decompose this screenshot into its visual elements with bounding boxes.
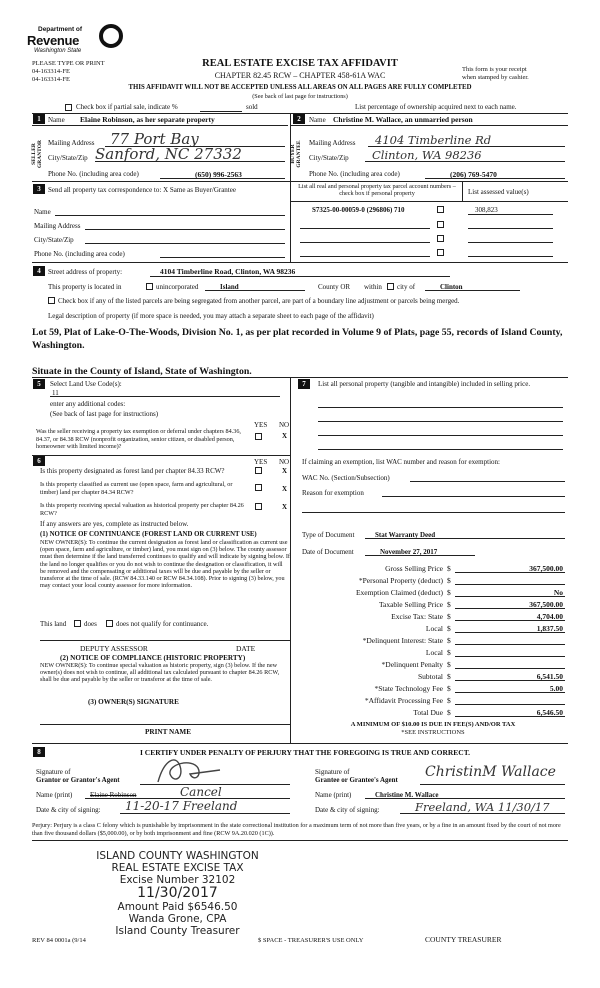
sig-left-label-1: Signature of [36,768,71,776]
treasurer-space: $ SPACE - TREASURER'S USE ONLY [258,937,364,944]
finance-value: 5.00 [549,684,563,693]
please-type: PLEASE TYPE OR PRINT [32,60,105,67]
within-city-checkbox[interactable] [387,283,394,290]
finance-label: *Affidavit Processing Fee [364,696,443,705]
within-label: within [364,283,382,291]
rev-number: REV 84 0001a (9/14 [32,937,86,944]
section-6-number: 6 [33,456,45,466]
does-checkbox[interactable] [74,620,81,627]
section-7-number: 7 [298,379,310,389]
perjury-note: Perjury: Perjury is a class C felony which is punishable by imprisonment in the state correctional institution for a maximum term of not more than five years, or by a fine in an amount fixed by the court of not more than five thousand dollars ($5,000.00), or by both imprisonment and fine (RCW 9A.20.020 (1C)). [32,822,561,837]
forest-yes-checkbox[interactable] [255,467,262,474]
stamp-line-2: REAL ESTATE EXCISE TAX [111,862,244,874]
corr-phone-label: Phone No. (including area code) [34,250,125,258]
partial-sale-label: Check box if partial sale, indicate % [76,103,178,111]
certify-line: I CERTIFY UNDER PENALTY OF PERJURY THAT THE FOREGOING IS TRUE AND CORRECT. [140,748,471,757]
doc-date-label: Date of Document [302,548,354,556]
current-use-question: Is this property classified as current use (open space, farm and agricultural, or timber) land per chapter 84.34 RCW? [40,481,233,496]
dor-logo [20,22,140,62]
segregated-label: Check box if any of the listed parcels are being segregated from another parcel, are part of a boundary line adjustment or parcels being merged. [58,297,460,305]
reason-label: Reason for exemption [302,489,364,497]
parcel-checkbox-4[interactable] [437,249,444,256]
dollar-sign: $ [447,648,451,657]
street-label: Street address of property: [48,268,123,276]
see-instructions: *SEE INSTRUCTIONS [401,729,465,736]
partial-sale-checkbox[interactable] [65,104,72,111]
segregated-checkbox[interactable] [48,297,55,304]
dollar-sign: $ [447,672,451,681]
exemption-no-mark: X [282,432,288,440]
seller-city: Sanford, NC 27332 [95,145,242,163]
pct-list-label: List percentage of ownership acquired next to each name. [355,103,517,111]
dollar-sign: $ [447,624,451,633]
seller-mailing: 77 Port Bay [110,130,199,148]
land-use-see-back: (See back of last page for instructions) [50,410,159,418]
doc-date: November 27, 2017 [380,548,438,556]
treasurer-stamp [85,850,270,937]
historic-no-mark: X [282,503,288,511]
buyer-name-label: Name [309,116,326,124]
doc-type-label: Type of Document [302,531,355,539]
exemption-yes-checkbox[interactable] [255,433,262,440]
chapter-line: CHAPTER 82.45 RCW – CHAPTER 458-61A WAC [214,71,386,80]
corr-city-label: City/State/Zip [34,236,74,244]
stamp-line-7: Island County Treasurer [115,925,240,937]
finance-value: 1,837.50 [536,624,563,633]
notice2-title: (2) NOTICE OF COMPLIANCE (HISTORIC PROPERTY) [60,654,246,662]
parcel-number: S7325-00-00059-0 (296806) 710 [312,206,405,214]
print-name: PRINT NAME [145,728,191,736]
dollar-sign: $ [447,588,451,597]
owner-signature: (3) OWNER(S) SIGNATURE [88,698,179,706]
buyer-phone: (206) 769-5470 [450,170,497,179]
assessed-value: 308,823 [475,206,498,214]
buyer-mailing-label: Mailing Address [309,139,356,147]
see-back-line: (See back of last page for instructions) [252,93,348,100]
dollar-sign: $ [447,636,451,645]
right-date-city-label: Date & city of signing: [315,806,380,814]
buyer-side-label: BUYER GRANTEE [290,140,302,168]
receipt-note-2: when stamped by cashier. [462,74,529,81]
exemption-claim-label: If claiming an exemption, list WAC number and reason for exemption: [302,458,500,466]
dollar-sign: $ [447,564,451,573]
legal-description: Lot 59, Plat of Lake-O-The-Woods, Division No. 1, as per plat recorded in Volume 9 of Plats, page 55, records of Island County, Washington. [32,327,563,351]
section-3-label: Send all property tax correspondence to: X Same as Buyer/Grantee [48,186,236,194]
section-4-number: 4 [33,266,45,276]
finance-label: *Delinquent Interest: State [362,636,443,645]
s6-no: NO [279,458,290,466]
county-treasurer: COUNTY TREASURER [425,935,502,944]
deputy-date: DATE [236,644,256,653]
deputy-assessor: DEPUTY ASSESSOR [80,644,148,653]
section-8-number: 8 [33,747,45,757]
notice1-body: NEW OWNER(S): To continue the current designation as forest land or classification as current use (open space, farm and agriculture, or timber) land, you must sign on (3) below. The county assessor must then determine if the land transferred continues to qualify and will indicate by signing below. If the land no longer qualifies or you do not wish to continue the designation or classification, it will be removed and the compensating or additional taxes will be due and payable by the seller or transferor at the time of sale. (RCW 84.33.140 or RCW 84.34.108). Prior to signing (3) below, you may contact your local county assessor for more information. [40,539,290,590]
seller-phone: (650) 996-2563 [195,170,242,179]
city-of-label: city of [397,283,416,291]
finance-label: Local [425,624,443,633]
dollar-sign: $ [447,684,451,693]
dollar-sign: $ [447,576,451,585]
stamp-line-6: Wanda Grone, CPA [128,913,227,925]
located-label: This property is located in [48,283,122,291]
current-use-yes-checkbox[interactable] [255,484,262,491]
county-label: County OR [318,283,351,291]
s6-yes: YES [254,458,268,466]
corr-mailing-label: Mailing Address [34,222,81,230]
property-city: Clinton [440,283,463,291]
stamp-line-3: Excise Number 32102 [119,874,236,886]
form-title: REAL ESTATE EXCISE TAX AFFIDAVIT [202,58,398,69]
historic-question: Is this property receiving special valuation as historical property per chapter 84.26 RCW? [40,502,244,517]
finance-label: Exemption Claimed (deduct) [355,588,443,597]
seller-phone-label: Phone No. (including area code) [48,170,139,178]
if-yes-note: If any answers are yes, complete as instructed below. [40,520,189,528]
sig-left-label-2: Grantor or Grantor's Agent [36,776,120,784]
dollar-sign: $ [447,600,451,609]
land-use-code: 11 [52,389,59,397]
county-name: Island [220,283,239,291]
corr-name-label: Name [34,208,51,216]
parcel-checkbox-2[interactable] [437,221,444,228]
right-name-print-label: Name (print) [315,791,352,799]
parcel-checkbox-1[interactable] [437,206,444,213]
unincorporated-checkbox[interactable] [146,283,153,290]
left-date-city-label: Date & city of signing: [36,806,101,814]
finance-value: 4,704.00 [536,612,563,621]
forest-question: Is this property designated as forest land per chapter 84.33 RCW? [40,467,225,475]
buyer-name: Christine M. Wallace, an unmarried person [333,115,473,124]
stamp-line-5: Amount Paid $6546.50 [117,901,238,913]
section-2-number: 2 [293,114,305,124]
warning-line: THIS AFFIDAVIT WILL NOT BE ACCEPTED UNLESS ALL AREAS ON ALL PAGES ARE FULLY COMPLETED [128,84,472,91]
seller-city-label: City/State/Zip [48,154,88,162]
seller-name-label: Name [48,116,65,124]
form-number-2: 04-163314-FE [32,76,70,83]
situate-line: Situate in the County of Island, State of Washington. [32,366,252,377]
street-address: 4104 Timberline Road, Clinton, WA 98236 [160,267,296,276]
grantee-signature: ChristinM Wallace [425,764,556,780]
sold-label: sold [246,103,258,111]
notice2-body: NEW OWNER(S): To continue special valuation as historic property, sign (3) below. If the new owner(s) does not wish to continue, all additional tax calculated pursuant to chapter 84.26 RCW, shall be due and payable by the seller or transferor at the time of sale. [40,662,280,684]
finance-value: 367,500.00 [529,564,563,573]
sig-right-label-1: Signature of [315,768,350,776]
sig-right-label-2: Grantee or Grantee's Agent [315,776,398,784]
exemption-question: Was the seller receiving a property tax exemption or deferral under chapters 84.36, 84.37, or 84.38 RCW (nonprofit organization, senior citizen, or disabled person, homeowner with limited income)? [36,428,241,450]
section-3-number: 3 [33,184,45,194]
s5-no: NO [279,421,290,429]
finance-label: Gross Selling Price [385,564,443,573]
section-1-number: 1 [33,114,45,124]
s5-yes: YES [254,421,268,429]
section-5-number: 5 [33,379,45,389]
dollar-sign: $ [447,660,451,669]
land-use-label: Select Land Use Code(s): [50,380,122,388]
left-name-handwritten: Cancel [180,785,222,799]
seller-mailing-label: Mailing Address [48,139,95,147]
right-name-print: Christine M. Wallace [375,791,439,799]
forest-no-mark: X [282,467,288,475]
dollar-sign: $ [447,708,451,717]
legal-label: Legal description of property (if more space is needed, you may attach a separate sheet to each page of the affidavit) [48,312,374,320]
finance-label: Total Due [413,708,443,717]
does-label: does [84,620,97,628]
does-not-label: does not qualify for continuance. [116,620,209,628]
finance-label: *Delinquent Penalty [381,660,443,669]
dept-line2: Revenue [27,33,80,48]
dept-line1: Department of [38,26,83,33]
left-date-city: 11-20-17 Freeland [125,799,238,813]
buyer-mailing: 4104 Timberline Rd [375,133,492,147]
assessed-header: List assessed value(s) [468,188,529,196]
finance-value: 367,500.00 [529,600,563,609]
stamp-line-4: 11/30/2017 [137,885,218,901]
finance-label: Taxable Selling Price [378,600,443,609]
notice1-title: (1) NOTICE OF CONTINUANCE (FOREST LAND OR CURRENT USE) [40,531,257,538]
buyer-city-label: City/State/Zip [309,154,349,162]
finance-value: No [553,588,563,597]
finance-value: 6,546.50 [536,708,563,717]
buyer-city: Clinton, WA 98236 [372,148,482,162]
finance-label: *State Technology Fee [374,684,443,693]
seller-name: Elaine Robinson, as her separate property [80,115,215,124]
finance-label: Local [425,648,443,657]
finance-label: Subtotal [417,672,443,681]
form-number-1: 04-163314-FE [32,68,70,75]
current-use-no-mark: X [282,485,288,493]
seller-side-label: SELLER GRANTOR [31,140,43,169]
right-date-city: Freeland, WA 11/30/17 [415,800,550,814]
dept-line3: Washington State [34,48,82,54]
unincorporated-label: unincorporated [156,283,199,291]
personal-property-label: List all personal property (tangible and intangible) included in selling price. [318,380,531,388]
wac-label: WAC No. (Section/Subsection) [302,474,390,482]
receipt-note-1: This form is your receipt [462,66,527,73]
finance-label: Excise Tax: State [391,612,443,621]
historic-yes-checkbox[interactable] [255,503,262,510]
left-name-print-label: Name (print) [36,791,73,799]
minimum-due: A MINIMUM OF $10.00 IS DUE IN FEE(S) AND/OR TAX [350,721,516,728]
parcel-header: List all real and personal property tax parcel account numbers – check box if personal property [298,183,456,197]
stamp-line-1: ISLAND COUNTY WASHINGTON [96,850,259,862]
buyer-phone-label: Phone No. (including area code) [309,170,400,178]
finance-value: 6,541.50 [536,672,563,681]
additional-codes: enter any additional codes: [50,400,126,408]
does-not-checkbox[interactable] [106,620,113,627]
doc-type: Stat Warranty Deed [375,531,436,539]
dollar-sign: $ [447,612,451,621]
dor-swoosh-icon [98,23,124,49]
finance-label: *Personal Property (deduct) [358,576,443,585]
grantor-signature-scribble [150,752,230,788]
land-does-label: This land [40,620,67,628]
left-name-print: Elaine Robinson [90,791,137,799]
dollar-sign: $ [447,696,451,705]
parcel-checkbox-3[interactable] [437,235,444,242]
